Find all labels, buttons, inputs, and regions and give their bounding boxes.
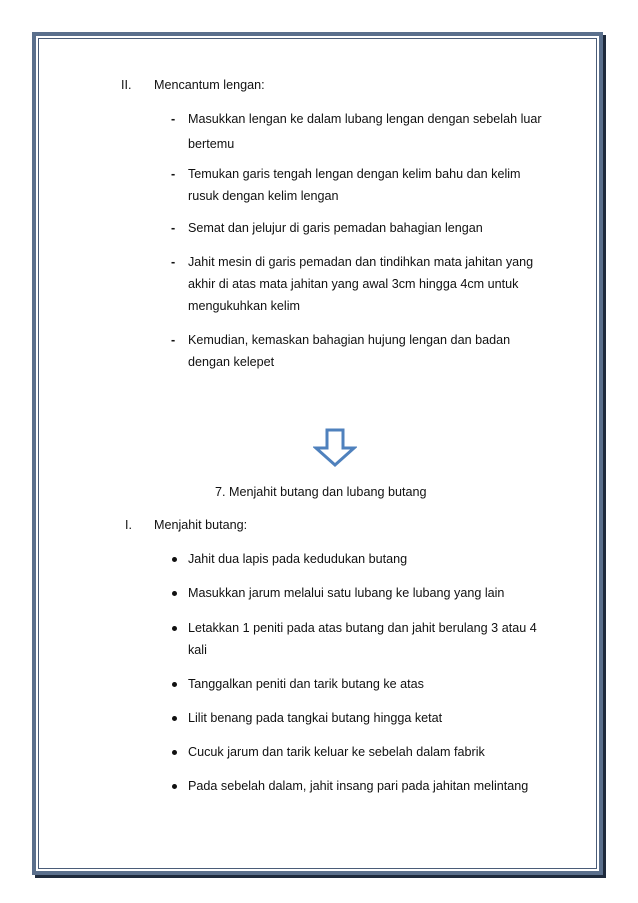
dash-bullet: - [171, 333, 176, 347]
dash-bullet: - [171, 167, 176, 181]
down-arrow-outline-icon [313, 428, 357, 468]
list-item-text: rusuk dengan kelim lengan [188, 189, 339, 203]
list-item-text: akhir di atas mata jahitan yang awal 3cm hingga 4cm untuk [188, 277, 519, 291]
list-item-text: bertemu [188, 137, 235, 151]
list-item-text: Letakkan 1 peniti pada atas butang dan jahit berulang 3 atau 4 [188, 621, 537, 635]
list-item-text: Semat dan jelujur di garis pemadan bahagian lengan [188, 221, 483, 235]
section-title: Mencantum lengan: [154, 78, 265, 92]
list-item-text: dengan kelepet [188, 355, 275, 369]
section-marker: I. [125, 518, 132, 532]
list-item-text: Jahit mesin di garis pemadan dan tindihkan mata jahitan yang [188, 255, 534, 269]
bullet-dot [172, 716, 177, 721]
list-item-text: kali [188, 643, 207, 657]
list-item-text: Cucuk jarum dan tarik keluar ke sebelah dalam fabrik [188, 745, 485, 759]
section-marker: II. [121, 78, 132, 92]
section-heading: 7. Menjahit butang dan lubang butang [215, 485, 427, 499]
list-item-text: Masukkan jarum melalui satu lubang ke lubang yang lain [188, 586, 505, 600]
list-item-text: Kemudian, kemaskan bahagian hujung lengan dan badan [188, 333, 511, 347]
bullet-dot [172, 682, 177, 687]
list-item-text: Jahit dua lapis pada kedudukan butang [188, 552, 408, 566]
bullet-dot [172, 591, 177, 596]
dash-bullet: - [171, 255, 176, 269]
list-item-text: Pada sebelah dalam, jahit insang pari pada jahitan melintang [188, 779, 529, 793]
section-title: Menjahit butang: [154, 518, 248, 532]
dash-bullet: - [171, 112, 176, 126]
bullet-dot [172, 626, 177, 631]
list-item-text: Tanggalkan peniti dan tarik butang ke atas [188, 677, 424, 691]
bullet-dot [172, 750, 177, 755]
list-item-text: Temukan garis tengah lengan dengan kelim bahu dan kelim [188, 167, 521, 181]
list-item-text: Masukkan lengan ke dalam lubang lengan dengan sebelah luar [188, 112, 542, 126]
dash-bullet: - [171, 221, 176, 235]
list-item-text: Lilit benang pada tangkai butang hingga ketat [188, 711, 443, 725]
list-item-text: mengukuhkan kelim [188, 299, 301, 313]
bullet-dot [172, 557, 177, 562]
bullet-dot [172, 784, 177, 789]
